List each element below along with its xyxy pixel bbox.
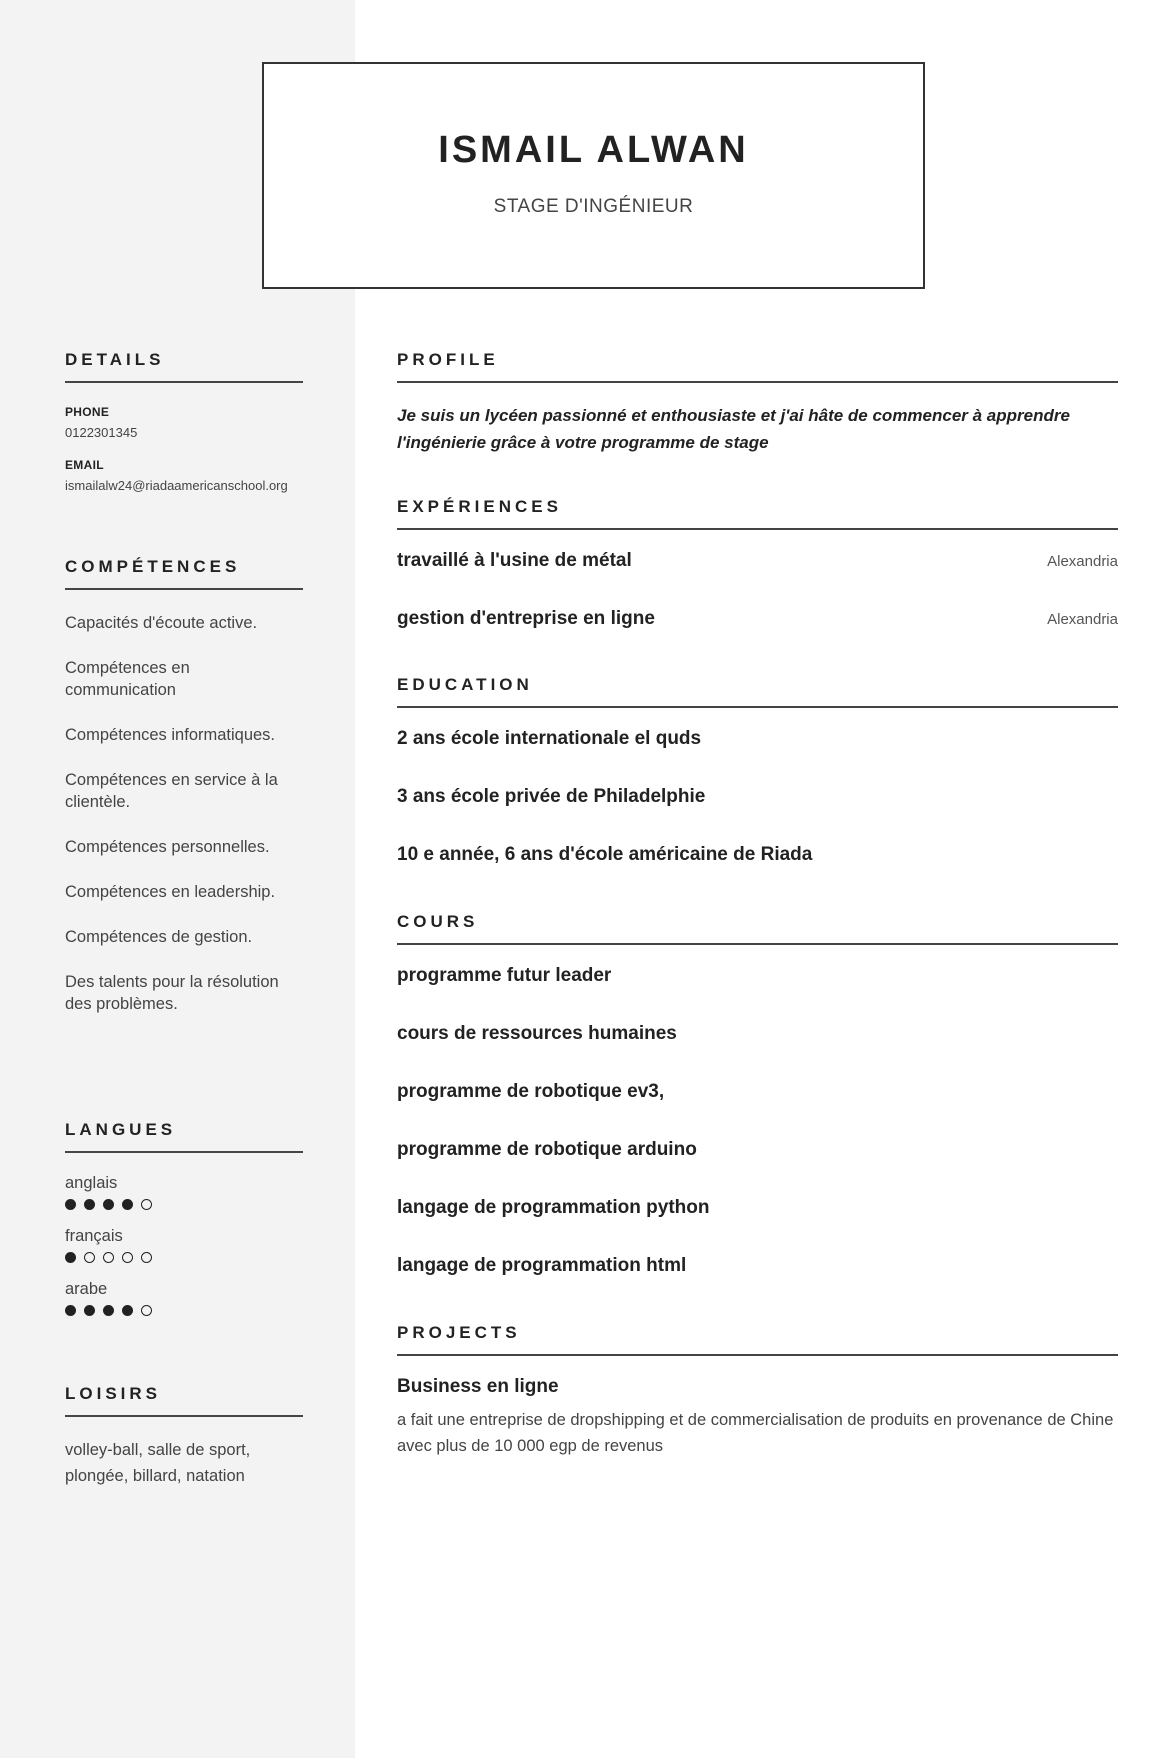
email-value: ismailalw24@riadaamericanschool.org — [65, 478, 288, 493]
phone-label: PHONE — [65, 405, 110, 419]
skill-item: Compétences en communication — [65, 659, 190, 699]
language-item — [65, 1279, 303, 1316]
hobbies-title: LOISIRS — [65, 1384, 303, 1417]
courses-list — [397, 965, 1118, 1313]
skill-item: Compétences de gestion. — [65, 928, 253, 946]
language-item — [65, 1173, 303, 1210]
skill-item: Compétences informatiques. — [65, 726, 276, 744]
level-dot-filled — [65, 1305, 76, 1316]
course-text: cours de ressources humaines — [397, 1023, 677, 1044]
project-item-title: Business en ligne — [397, 1376, 559, 1397]
projects-title: PROJECTS — [397, 1323, 1118, 1356]
resume-role: STAGE D'INGÉNIEUR — [493, 196, 694, 217]
resume-name: ISMAIL ALWAN — [438, 129, 749, 171]
level-dot-empty — [122, 1252, 133, 1263]
course-text: programme de robotique ev3, — [397, 1081, 665, 1102]
profile-title: PROFILE — [397, 350, 1118, 383]
course-item — [397, 1197, 1118, 1255]
languages-title: LANGUES — [65, 1120, 303, 1153]
level-dot-filled — [103, 1199, 114, 1210]
hobbies-section — [65, 1384, 303, 1489]
details-title: DETAILS — [65, 350, 303, 383]
skills-section — [65, 557, 303, 1038]
level-dot-filled — [65, 1252, 76, 1263]
experience-item — [397, 550, 1118, 608]
language-name: anglais — [65, 1174, 118, 1192]
education-text: 3 ans école privée de Philadelphie — [397, 786, 706, 807]
education-item — [397, 728, 1118, 786]
language-name: arabe — [65, 1280, 108, 1298]
skills-title: COMPÉTENCES — [65, 557, 303, 590]
experience-section — [397, 497, 1118, 666]
skills-list — [65, 612, 303, 1015]
course-text: langage de programmation html — [397, 1255, 687, 1276]
language-level-dots — [65, 1199, 303, 1210]
courses-title: COURS — [397, 912, 1118, 945]
experience-title-text: travaillé à l'usine de métal — [397, 550, 632, 571]
level-dot-empty — [103, 1252, 114, 1263]
level-dot-filled — [84, 1305, 95, 1316]
skill-item: Compétences en leadership. — [65, 883, 276, 901]
skill-item: Compétences personnelles. — [65, 838, 270, 856]
experience-item — [397, 608, 1118, 666]
education-item — [397, 844, 1118, 902]
level-dot-filled — [122, 1305, 133, 1316]
project-item-description: a fait une entreprise de dropshipping et de commercialisation de produits en provenance de Chine avec plus de 10 000 egp de revenus — [397, 1411, 1114, 1455]
level-dot-empty — [141, 1305, 152, 1316]
profile-section — [397, 350, 1118, 456]
experience-list — [397, 550, 1118, 666]
experience-location: Alexandria — [1047, 553, 1118, 570]
experience-title: EXPÉRIENCES — [397, 497, 1118, 530]
language-item — [65, 1226, 303, 1263]
experience-title-text: gestion d'entreprise en ligne — [397, 608, 655, 629]
language-name: français — [65, 1227, 123, 1245]
header-box — [262, 62, 925, 289]
projects-section — [397, 1323, 1118, 1459]
languages-section — [65, 1120, 303, 1332]
level-dot-filled — [65, 1199, 76, 1210]
level-dot-empty — [141, 1252, 152, 1263]
course-item — [397, 1139, 1118, 1197]
course-text: langage de programmation python — [397, 1197, 710, 1218]
profile-text: Je suis un lycéen passionné et enthousiaste et j'ai hâte de commencer à apprendre l'ingénierie grâce à votre programme de stage — [397, 406, 1070, 452]
course-text: programme de robotique arduino — [397, 1139, 697, 1160]
education-title: EDUCATION — [397, 675, 1118, 708]
education-section — [397, 675, 1118, 902]
course-item — [397, 1255, 1118, 1313]
education-item — [397, 786, 1118, 844]
education-text: 10 e année, 6 ans d'école américaine de Riada — [397, 844, 813, 865]
languages-list — [65, 1173, 303, 1316]
details-section — [65, 350, 303, 493]
course-item — [397, 1081, 1118, 1139]
education-list — [397, 728, 1118, 902]
phone-value: 0122301345 — [65, 425, 138, 440]
course-item — [397, 965, 1118, 1023]
level-dot-empty — [141, 1199, 152, 1210]
hobbies-text: volley-ball, salle de sport, plongée, billard, natation — [65, 1441, 251, 1485]
email-label: EMAIL — [65, 458, 104, 472]
skill-item: Des talents pour la résolution des problèmes. — [65, 973, 279, 1013]
skill-item: Capacités d'écoute active. — [65, 614, 258, 632]
education-text: 2 ans école internationale el quds — [397, 728, 702, 749]
language-level-dots — [65, 1252, 303, 1263]
language-level-dots — [65, 1305, 303, 1316]
level-dot-empty — [84, 1252, 95, 1263]
level-dot-filled — [84, 1199, 95, 1210]
level-dot-filled — [103, 1305, 114, 1316]
level-dot-filled — [122, 1199, 133, 1210]
course-text: programme futur leader — [397, 965, 612, 986]
course-item — [397, 1023, 1118, 1081]
courses-section — [397, 912, 1118, 1313]
experience-location: Alexandria — [1047, 611, 1118, 628]
skill-item: Compétences en service à la clientèle. — [65, 771, 278, 811]
